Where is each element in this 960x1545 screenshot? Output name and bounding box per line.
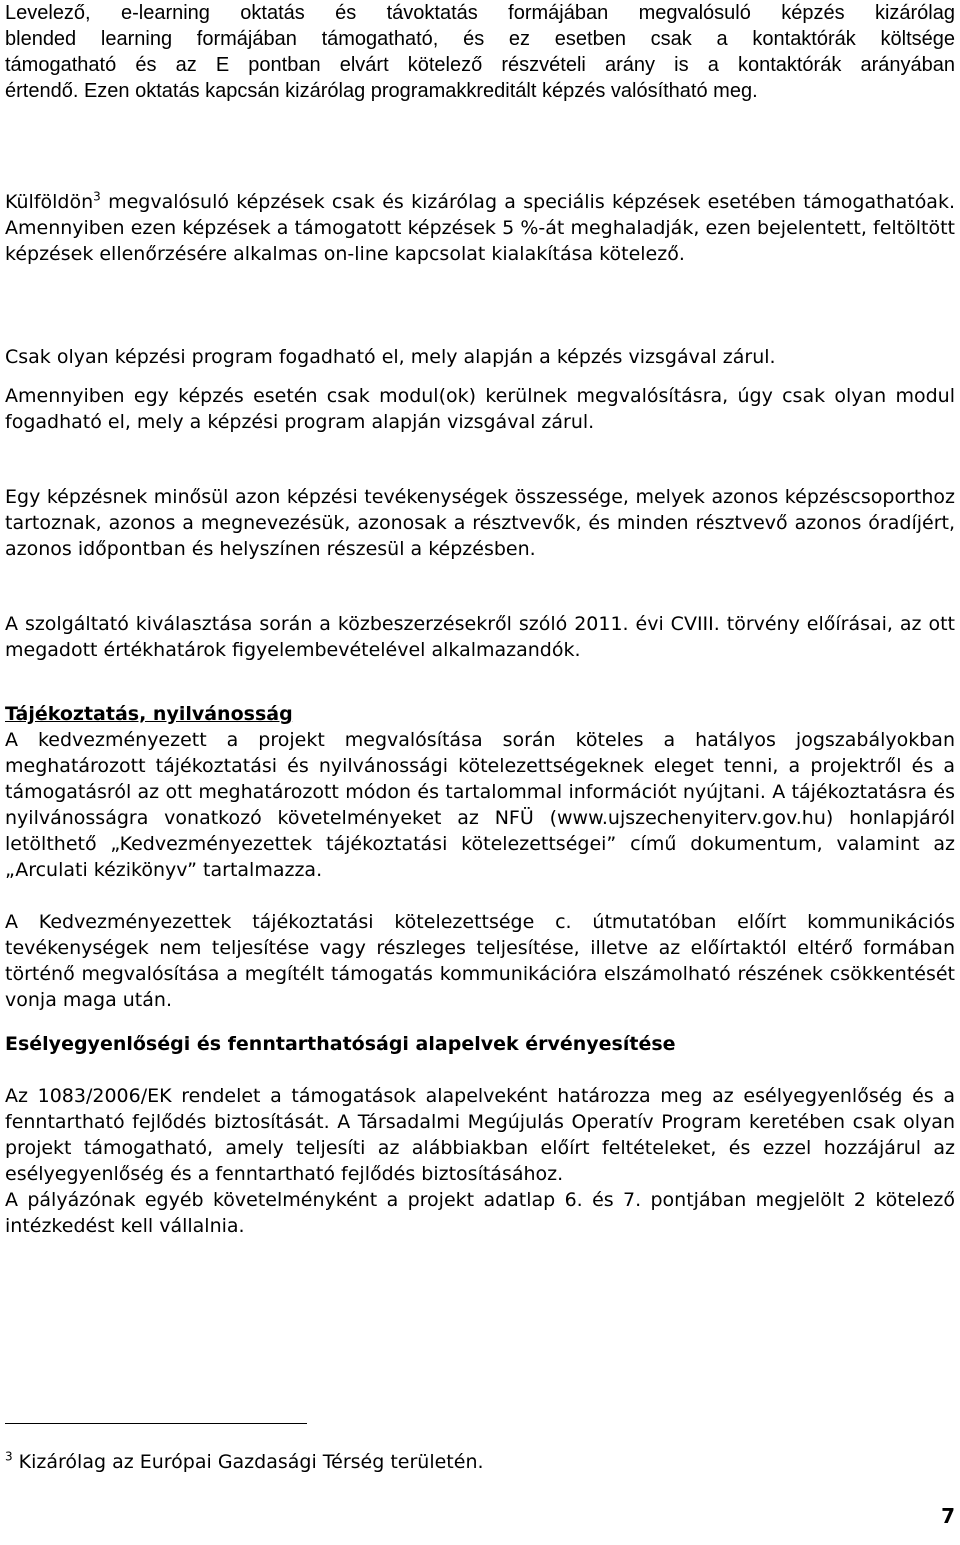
text-span: megvalósuló képzések csak és kizárólag a speciális képzések esetében támogathatóak. Amennyiben ezen képzések a támogatott képzések 5 %-át meghaladják, ezen bejelentett, feltöltött képzések ellenőrzésére alkalmas on-line kapcsolat kialakítása kötelező. — [5, 191, 955, 265]
section-paragraph: Az 1083/2006/EK rendelet a támogatások alapelveként határozza meg az esélyegyenlőség és a fenntartható fejlődés biztosítását. A Társadalmi Megújulás Operatív Program keretében csak olyan projekt támogatható, amely teljesíti az alábbiakban előírt feltételeket, és ezzel hozzájárul az esélyegyenlőség és a fenntartható fejlődés biztosításához. — [5, 1085, 955, 1185]
paragraph-exam-requirement: Csak olyan képzési program fogadható el, mely alapján a képzés vizsgával zárul. — [5, 346, 776, 368]
page-number: 7 — [941, 1504, 955, 1528]
section-paragraph: A Kedvezményezettek tájékoztatási kötelezettsége c. útmutatóban előírt kommunikációs tevékenységek nem teljesítése vagy részleges teljesítése, illetve az előírtaktól eltérő formában történő megvalósítása a megítélt támogatás kommunikációra elszámolható részének csökkentését vonja maga után. — [5, 911, 955, 1011]
footnote-separator — [5, 1423, 307, 1424]
text-line: értendő. Ezen oktatás kapcsán kizárólag programakkreditált képzés valósítható meg. — [5, 80, 758, 102]
paragraph-training-definition: Egy képzésnek minősül azon képzési tevékenységek összessége, melyek azonos képzéscsoporthoz tartoznak, azonos a megnevezésük, azonosak a résztvevők, és minden résztvevő azonos óradíjért, azonos időpontban és helyszínen részesül a képzésben. — [5, 486, 955, 560]
section-title: Esélyegyenlőségi és fenntarthatósági alapelvek érvényesítése — [5, 1033, 676, 1055]
paragraph-procurement: A szolgáltató kiválasztása során a közbeszerzésekről szóló 2011. évi CVIII. törvény előírásai, az ott megadott értékhatárok figyelembevételével alkalmazandók. — [5, 613, 955, 661]
footnote — [5, 1449, 484, 1475]
section-equal-opportunity — [5, 1031, 955, 1239]
section-title: Tájékoztatás, nyilvánosság — [5, 703, 293, 725]
text-span: Külföldön — [5, 191, 94, 213]
text-line: támogatható és az E pontban elvárt kötelező részvételi arány is a kontaktórák arányában — [5, 54, 955, 76]
footnote-text: Kizárólag az Európai Gazdasági Térség területén. — [12, 1451, 484, 1473]
section-publicity — [5, 701, 955, 1013]
text-line: Levelező, e-learning oktatás és távoktatás formájában megvalósuló képzés kizárólag — [5, 2, 955, 24]
text-line: blended learning formájában támogatható, és ez esetben csak a kontaktórák költsége — [5, 28, 955, 50]
footnote-reference: 3 — [93, 189, 101, 204]
paragraph-abroad-trainings — [5, 189, 955, 267]
section-paragraph: A pályázónak egyéb követelményként a projekt adatlap 6. és 7. pontjában megjelölt 2 kötelező intézkedést kell vállalnia. — [5, 1189, 955, 1237]
paragraph-distance-learning — [5, 0, 955, 104]
footnote-mark: 3 — [5, 1449, 13, 1464]
paragraph-modules: Amennyiben egy képzés esetén csak modul(ok) kerülnek megvalósításra, úgy csak olyan modul fogadható el, mely a képzési program alapján vizsgával zárul. — [5, 385, 955, 433]
section-paragraph: A kedvezményezett a projekt megvalósítása során köteles a hatályos jogszabályokban meghatározott tájékoztatási és nyilvánossági kötelezettségeknek eleget tenni, a projektről és a támogatásról az ott meghatározott módon és tartalommal információt nyújtani. A tájékoztatásra és nyilvánosságra vonatkozó követelményeket az NFÜ (www.ujszechenyiterv.gov.hu) honlapjáról letölthető „Kedvezményezettek tájékoztatási kötelezettségei” című dokumentum, valamint az „Arculati kézikönyv” tartalmazza. — [5, 729, 955, 881]
